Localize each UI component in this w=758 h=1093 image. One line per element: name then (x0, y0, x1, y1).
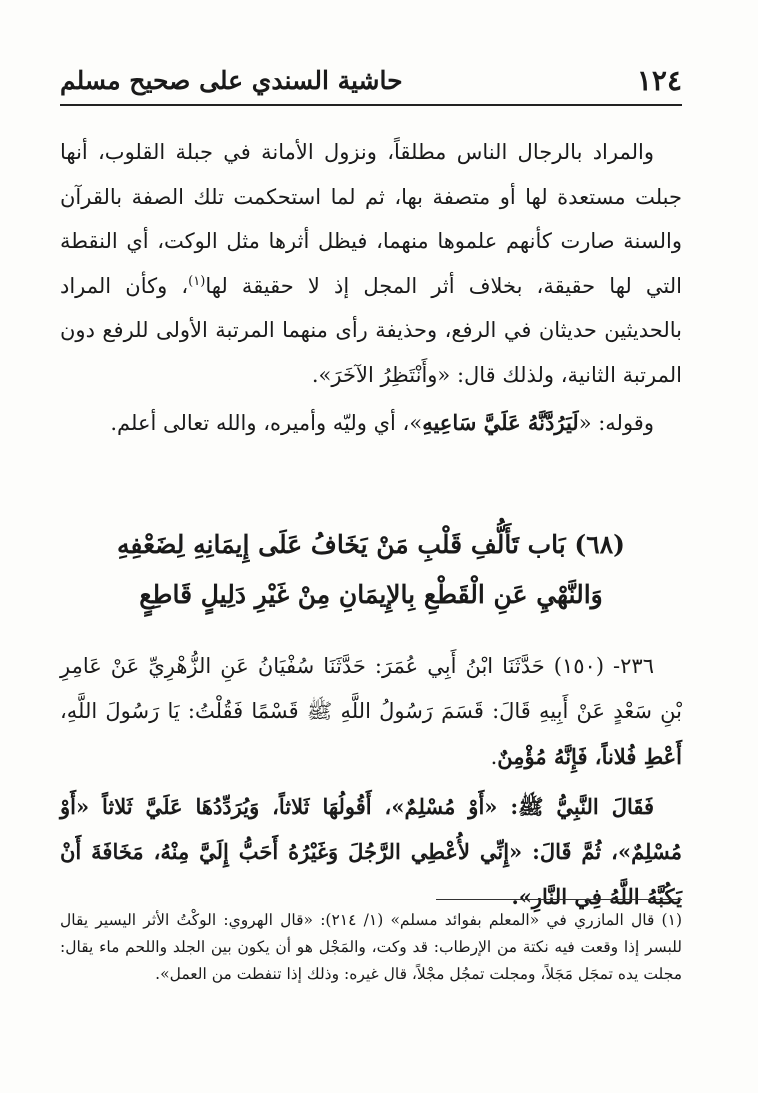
commentary-rest: »، أي وليّه وأميره، والله تعالى أعلم. (110, 411, 423, 435)
hadith-text-c: »، أَقُولُهَا ثَلاثاً، وَيُرَدِّدُهَا عَلَيَّ ثَلاثاً « (75, 794, 405, 819)
page-header (60, 58, 682, 102)
chapter-heading (60, 520, 682, 620)
commentary-paragraph (60, 401, 682, 446)
chapter-title-line1: (٦٨) بَاب تَأَلُّفِ قَلْبِ مَنْ يَخَافُ عَلَى إِيمَانِهِ لِضَعْفِهِ (117, 530, 625, 559)
running-title: حاشية السندي على صحيح مسلم (60, 65, 403, 95)
hadith-text-d: أَوْ مُسْلِمٌ (60, 794, 682, 864)
hadith-text-b: أَوْ مُسْلِمٌ (404, 794, 485, 819)
hadith-end: . (490, 745, 498, 769)
hadith-paragraph (60, 644, 682, 780)
commentary-paragraph (60, 130, 682, 397)
hadith-text-a: فَقَالَ النَّبِيُّ ﷺ: « (484, 794, 655, 819)
chapter-title-line2: وَالنَّهْيِ عَنِ الْقَطْعِ بِالإِيمَانِ مِنْ غَيْرِ دَلِيلٍ قَاطِعٍ (139, 580, 603, 609)
hadith-isnad: ٢٣٦- (١٥٠) حَدَّثَنَا ابْنُ أَبِي عُمَرَ: حَدَّثَنَا سُفْيَانُ عَنِ الزُّهْرِيِّ عَنْ عَامِرِ بْنِ سَعْدٍ عَنْ أَبِيهِ قَالَ: قَسَمَ رَسُولُ اللَّهِ ﷺ قَسْمًا فَقُلْتُ: يَا رَسُولَ اللَّهِ، (60, 654, 682, 723)
commentary-text: والمراد بالرجال الناس مطلقاً، ونزول الأمانة في جبلة القلوب، أنها جبلت مستعدة لها أو متصفة بها، ثم لما استحكمت تلك الصفة بالقرآن والسنة صارت كأنهم علموها منهما، فيظل أثرها مثل الوكت، أي النقطة التي لها حقيقة، بخلاف أثر المجل إذ لا حقيقة لها (60, 140, 682, 298)
commentary (60, 130, 682, 446)
footnote (60, 907, 682, 988)
page (60, 0, 682, 1093)
commentary-prefix: وقوله: « (578, 411, 654, 435)
footnote-text: (١) قال المازري في «المعلم بفوائد مسلم» (١/ ٢١٤): «قال الهروي: الوكْتُ الأثر اليسير يقال للبسر إذا وقعت فيه نكتة من الإرطاب: قد وكت، والمَجْل هو أن يكون بين الجلد واللحم ماء يقال: مجلت يده تمجَل مَجَلاً، ومجلت تمجُل مجْلاً، قال غيره: وذلك إذا تنفطت من العمل». (60, 911, 682, 983)
header-rule (60, 104, 682, 106)
hadith (60, 644, 682, 919)
hadith-text-e: »، ثُمَّ قَالَ: «إِنِّي لأُعْطِي الرَّجُلَ وَغَيْرُهُ أَحَبُّ إِلَيَّ مِنْهُ، مَخَافَةَ أَنْ يَكُبَّهُ اللَّهُ فِي النَّارِ». (60, 839, 682, 909)
commentary-text-continued: ، وكأن المراد بالحديثين حديثان في الرفع، وحذيفة رأى منهما المرتبة الأولى للرفع دون المرتبة الثانية، ولذلك قال: «وأَنْتَظِرُ الآخَرَ». (60, 273, 682, 387)
footnote-reference[interactable]: (١) (188, 273, 206, 289)
page-number: ١٢٤ (636, 63, 682, 97)
commentary-quote: لَيَرُدَّنَّهُ عَلَيَّ سَاعِيهِ (422, 410, 579, 435)
hadith-quote: أَعْطِ فُلاناً، فَإِنَّهُ مُؤْمِنٌ (497, 744, 682, 769)
footnote-rule (436, 899, 682, 900)
